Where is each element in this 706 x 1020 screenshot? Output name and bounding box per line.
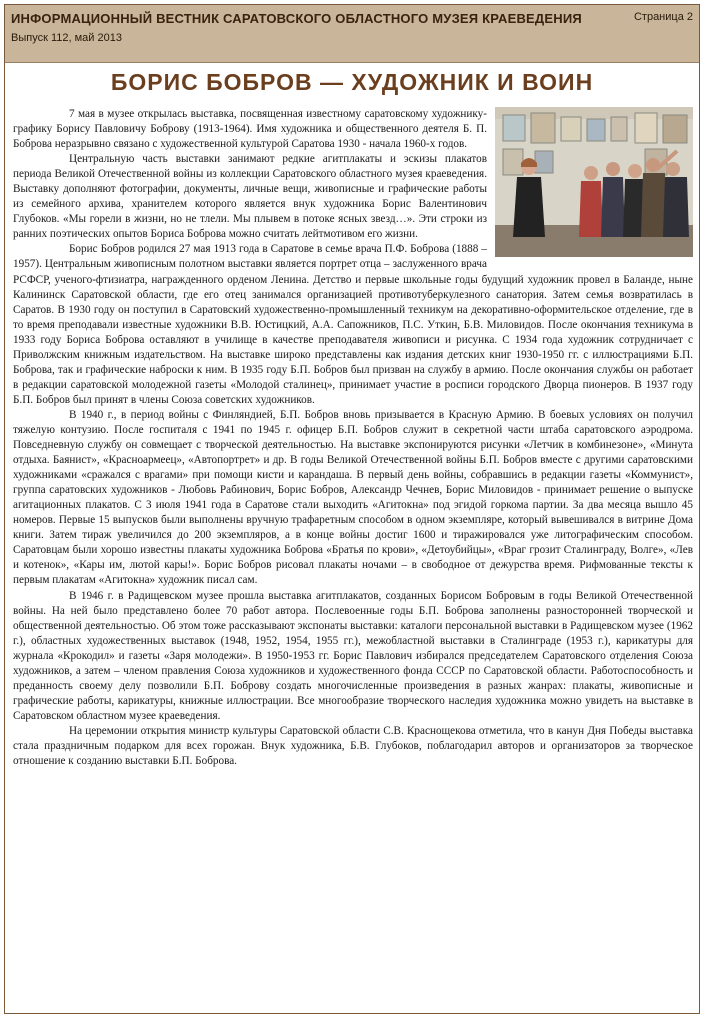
issue-label: Выпуск 112, май 2013 — [11, 32, 122, 44]
paragraph-6: На церемонии открытия министр культуры Саратовской области С.В. Краснощекова отметила, что в канун Дня Победы выставка стала праздничным подарком для всех горожан. Внук художника, Б.В. Глубоков, поблагодарил авторов и организаторов за творческое отношение к созданию выставки Б.П. Боброва. — [13, 724, 693, 768]
page-number: Страница 2 — [633, 11, 693, 23]
article-title: БОРИС БОБРОВ — ХУДОЖНИК И ВОИН — [110, 69, 594, 95]
page-frame — [4, 4, 700, 1014]
exhibition-photo-image — [495, 107, 693, 257]
paragraph-4: В 1940 г., в период войны с Финляндией, Б.П. Бобров вновь призывается в Красную Армию. В боевых условиях он получил тяжелую контузию. После госпиталя с 1941 по 1945 г. офицер Б.П. Бобров служит в секретной части штаба саратовского аэродрома. Повседневную службу он совмещает с творческой деятельностью. На выставке экспонируются рисунки «Летчик в комбинезоне», «Минута отдыха. Баянист», «Красноармеец», «Автопортрет» и др. В годы Великой Отечественной войны Б.П. Бобров вместе с другими саратовскими художниками «сражался с врагами» при помощи кисти и карандаша. В первый день войны, собравшись в редакции газеты «Коммунист», группа саратовских художников - Любовь Рабинович, Борис Бобров, Александр Чечнев, Борис Миловидов - принимает решение о выпуске агитационных плакатов. С 3 июля 1941 года в Саратове стали выходить «Агитокна» под эгидой горкома партии. За два месяца вышло 45 номеров. Первые 15 выпусков были выполнены вручную трафаретным способом в одном экземпляре, который вывешивался в витрине Дома книги. Затем тираж увеличился до 200 экземпляров, а в конце войны достиг 1600 и тиражировался уже литографическим способом. Саратовцам были хорошо известны плакаты художника Боброва «Братья по крови», «Детоубийцы», «Враг грозит Сталинграду, Волге», «Лев и котенок», «Кары им, лютой кары!». Борис Бобров рисовал плакаты ночами – в свободное от дежурства время. Рифмованные тексты к первым плакатам «Агитокна» художник писал сам. — [13, 408, 693, 587]
publication-title: ИНФОРМАЦИОННЫЙ ВЕСТНИК САРАТОВСКОГО ОБЛАСТНОГО МУЗЕЯ КРАЕВЕДЕНИЯ — [11, 11, 582, 26]
paragraph-2: Центральную часть выставки занимают редкие агитплакаты и эскизы плакатов периода Великой Отечественной войны из коллекции Саратовского областного музея краеведения. Выставку дополняют фотографии, документы, личные вещи, живописные и графические работы из семейного архива, хранителем которого является внук художника Борис Валентинович Глубоков. «Мы горели в жизни, но не тлели. Мы плывем в потоке ясных звезд…». Эти строки из ранних поэтических опытов Бориса Боброва можно считать лейтмотивом его жизни. — [13, 153, 487, 241]
article-body — [13, 107, 693, 769]
paragraph-5: В 1946 г. в Радищевском музее прошла выставка агитплакатов, созданных Борисом Бобровым в годы Великой Отечественной войны. На ней было представлено более 70 работ автора. Послевоенные годы Б.П. Боброва заполнены разносторонней творческой и общественной деятельностью. Об этом тоже рассказывают экспонаты выставки: каталоги персональной выставки в Радищевском музее (1962 г.), областных художественных выставок (1948, 1952, 1954, 1955 гг.), межобластной выставки в Сталинграде (1953 г.), карикатуры для журнала «Крокодил» и газеты «Заря молодежи». В 1950-1953 гг. Борис Павлович избирался председателем Саратовского отделения Союза художников, а затем – членом правления Союза художников и художественного фонда СССР по Саратовской области. Работоспособность и преданность своему делу позволили Б.П. Боброву создать многочисленные произведения в разных жанрах: плакаты, живописные и графические работы, карикатуры, книжные иллюстрации. Все многообразие творческого наследия художника можно увидеть на выставке в Саратовском областном музее краеведения. — [13, 589, 693, 722]
newsletter-header — [5, 5, 699, 63]
paragraph-1: 7 мая в музее открылась выставка, посвященная известному саратовскому художнику-графику Борису Павловичу Боброву (1913-1964). Имя художника и общественного деятеля Б. П. Боброва неразрывно связано с художественной культурой Саратова 1930 - начала 1960-х годов. — [13, 108, 487, 151]
exhibition-photo — [495, 107, 693, 257]
paragraph-3: Борис Бобров родился 27 мая 1913 года в Саратове в семье врача П.Ф. Боброва (1888 – 1957). Центральным живописным полотном выставки является портрет отца – заслуженного врача РСФСР, ученого-фтизиатра, награжденного орденом Ленина. Детство и первые школьные годы будущий художник провел в Баланде, ныне Калининск Саратовской области, где его отец занимался организацией противотуберкулезного санатория. Затем семья возвратилась в Саратов. В 1930 году он поступил в Саратовский художественно-промышленный техникум на декоративно-оформительское отделение, где в то время преподавали известные художники В.В. Юстицкий, А.А. Сапожников, П.С. Уткин, Б.В. Миловидов. После окончания техникума в 1933 году Бориса Боброва оставляют в училище в качестве преподавателя живописи и рисунка. С 1934 года художник сотрудничает с Приволжским книжным издательством. На выставке широко представлены как издания детских книг 1930-1950 гг. с иллюстрациями Б.П. Боброва, так и графические наброски к ним. В 1935 году Б.П. Бобров был призван на службу в армию. После окончания службы он работает в редакции саратовской молодежной газеты «Молодой сталинец», принимает участие в росписи городского Дворца пионеров. В 1937 году Б.П. Бобров был принят в члены Союза советских художников. — [13, 243, 693, 406]
